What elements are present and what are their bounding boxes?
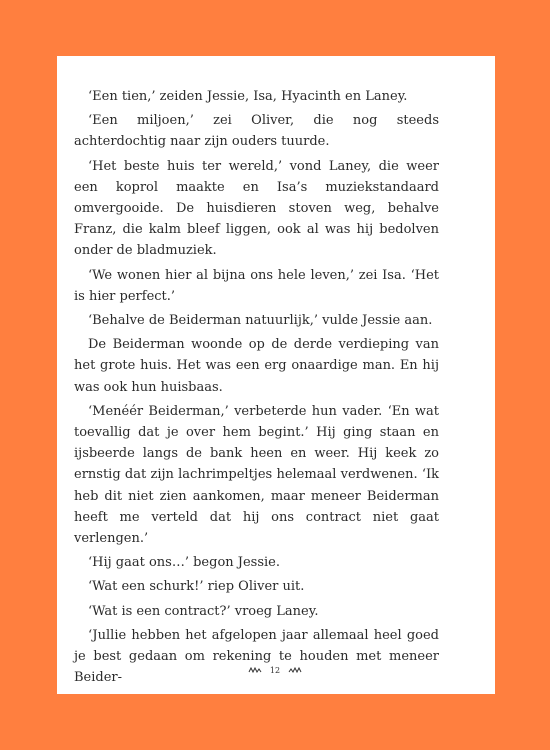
paragraph: ‘Hij gaat ons…’ begon Jessie. xyxy=(88,555,281,571)
paragraph: ‘Menéér Beiderman,’ verbeterde hun vader. ‘En wat toevallig dat je over hem begint.’ Hij ging staan en ijsbeerde langs de bank heen en weer. Hij keek zo ernstig dat zijn lachrimpeltjes helemaal verdwenen. ‘Ik heb dit niet zien aankomen, maar meneer Beiderman heeft me verteld dat hij ons contract niet gaat verlengen.’ xyxy=(74,403,439,547)
paragraph: ‘Een tien,’ zeiden Jessie, Isa, Hyacinth en Laney. xyxy=(88,89,408,104)
paragraph: ‘Wat een schurk!’ riep Oliver uit. xyxy=(88,579,305,595)
paragraph: ‘We wonen hier al bijna ons hele leven,’ zei Isa. ‘Het is hier perfect.’ xyxy=(74,267,439,304)
paragraph: ‘Wat is een contract?’ vroeg Laney. xyxy=(88,603,319,619)
paragraph: ‘Een miljoen,’ zei Oliver, die nog steeds achterdochtig naar zijn ouders tuurde. xyxy=(74,113,439,150)
paragraph: De Beiderman woonde op de derde verdieping van het grote huis. Het was een erg onaardige man. En hij was ook hun huisbaas. xyxy=(74,337,439,395)
body-text xyxy=(74,86,439,691)
squiggle-ornament-icon xyxy=(248,667,262,674)
page-footer xyxy=(0,666,550,675)
paragraph: ‘Behalve de Beiderman natuurlijk,’ vulde Jessie aan. xyxy=(88,313,433,329)
page-number: 12 xyxy=(269,666,281,675)
paragraph: ‘Jullie hebben het afgelopen jaar allemaal heel goed je best gedaan om rekening te houden met meneer Beider- xyxy=(74,627,439,686)
squiggle-ornament-icon xyxy=(288,667,302,674)
paragraph: ‘Het beste huis ter wereld,’ vond Laney, die weer een koprol maakte en Isa’s muziekstandaard omvergooide. De huisdieren stoven weg, behalve Franz, die kalm bleef liggen, ook al was hij bedolven onder de bladmuziek. xyxy=(74,158,439,259)
